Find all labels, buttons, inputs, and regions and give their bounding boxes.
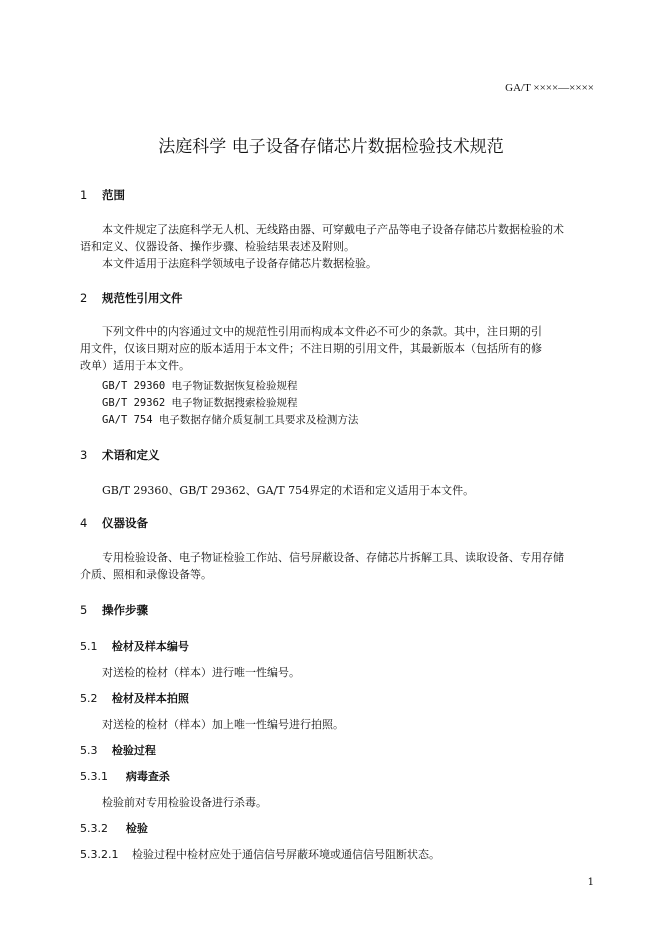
normative-reference: GA/T 754 电子数据存储介质复制工具要求及检测方法 bbox=[102, 414, 359, 426]
subsection-title: 检验过程 bbox=[111, 744, 156, 757]
subsection-5-3-1-body: 检验前对专用检验设备进行杀毒。 bbox=[102, 796, 267, 809]
clause-5-3-2-1 bbox=[80, 846, 440, 862]
section-number: 4 bbox=[80, 516, 88, 530]
subsection-5-1-body: 对送检的检材（样本）进行唯一性编号。 bbox=[102, 666, 300, 679]
subsection-5-3-1-heading bbox=[80, 768, 170, 784]
document-code: GA/T ××××—×××× bbox=[505, 82, 594, 94]
section-number: 1 bbox=[80, 188, 88, 202]
paragraph-line: 用文件，仅该日期对应的版本适用于本文件；不注日期的引用文件，其最新版本（包括所有的修 bbox=[80, 342, 542, 355]
subsection-title: 检验 bbox=[125, 822, 148, 835]
section-2-heading bbox=[80, 290, 183, 306]
subsection-number: 5.3.2 bbox=[80, 822, 108, 835]
section-title: 仪器设备 bbox=[102, 516, 149, 530]
section-4-heading bbox=[80, 515, 148, 531]
paragraph-line: 语和定义、仪器设备、操作步骤、检验结果表述及附则。 bbox=[80, 240, 355, 253]
section-1-body bbox=[80, 221, 593, 272]
subsection-5-3-2-heading bbox=[80, 820, 148, 836]
subsection-5-2-heading bbox=[80, 690, 189, 706]
clause-number: 5.3.2.1 bbox=[80, 848, 119, 861]
section-number: 5 bbox=[80, 603, 88, 617]
paragraph-line: 改单）适用于本文件。 bbox=[80, 359, 190, 372]
normative-reference: GB/T 29360 电子物证数据恢复检验规程 bbox=[102, 380, 298, 392]
section-4-body bbox=[80, 549, 593, 583]
subsection-number: 5.1 bbox=[80, 640, 98, 653]
section-5-heading bbox=[80, 602, 148, 618]
paragraph-line: 专用检验设备、电子物证检验工作站、信号屏蔽设备、存储芯片拆解工具、读取设备、专用存储 bbox=[102, 551, 564, 564]
subsection-number: 5.3 bbox=[80, 744, 98, 757]
paragraph-line: 本文件适用于法庭科学领域电子设备存储芯片数据检验。 bbox=[102, 257, 377, 270]
normative-reference: GB/T 29362 电子物证数据搜索检验规程 bbox=[102, 397, 298, 409]
section-1-heading bbox=[80, 187, 125, 203]
subsection-number: 5.3.1 bbox=[80, 770, 108, 783]
page-number: 1 bbox=[587, 877, 594, 888]
clause-text: 检验过程中检材应处于通信信号屏蔽环境或通信信号阻断状态。 bbox=[132, 848, 440, 861]
subsection-5-2-body: 对送检的检材（样本）加上唯一性编号进行拍照。 bbox=[102, 718, 344, 731]
subsection-5-3-heading bbox=[80, 742, 156, 758]
subsection-5-1-heading bbox=[80, 638, 189, 654]
section-number: 2 bbox=[80, 291, 88, 305]
section-number: 3 bbox=[80, 448, 88, 462]
section-title: 规范性引用文件 bbox=[102, 291, 183, 305]
section-title: 术语和定义 bbox=[102, 448, 160, 462]
subsection-title: 检材及样本编号 bbox=[111, 640, 189, 653]
section-2-body bbox=[80, 323, 593, 374]
paragraph-line: 本文件规定了法庭科学无人机、无线路由器、可穿戴电子产品等电子设备存储芯片数据检验的术 bbox=[102, 223, 564, 236]
section-3-heading bbox=[80, 447, 160, 463]
paragraph-line: 介质、照相和录像设备等。 bbox=[80, 568, 212, 581]
subsection-title: 病毒查杀 bbox=[125, 770, 170, 783]
subsection-number: 5.2 bbox=[80, 692, 98, 705]
subsection-title: 检材及样本拍照 bbox=[111, 692, 189, 705]
section-title: 操作步骤 bbox=[102, 603, 149, 617]
document-title: 法庭科学 电子设备存储芯片数据检验技术规范 bbox=[158, 137, 504, 157]
section-title: 范围 bbox=[102, 188, 126, 202]
paragraph-line: 下列文件中的内容通过文中的规范性引用而构成本文件必不可少的条款。其中，注日期的引 bbox=[102, 325, 542, 338]
section-3-body: GB/T 29360、GB/T 29362、GA/T 754界定的术语和定义适用于本文件。 bbox=[102, 484, 475, 497]
